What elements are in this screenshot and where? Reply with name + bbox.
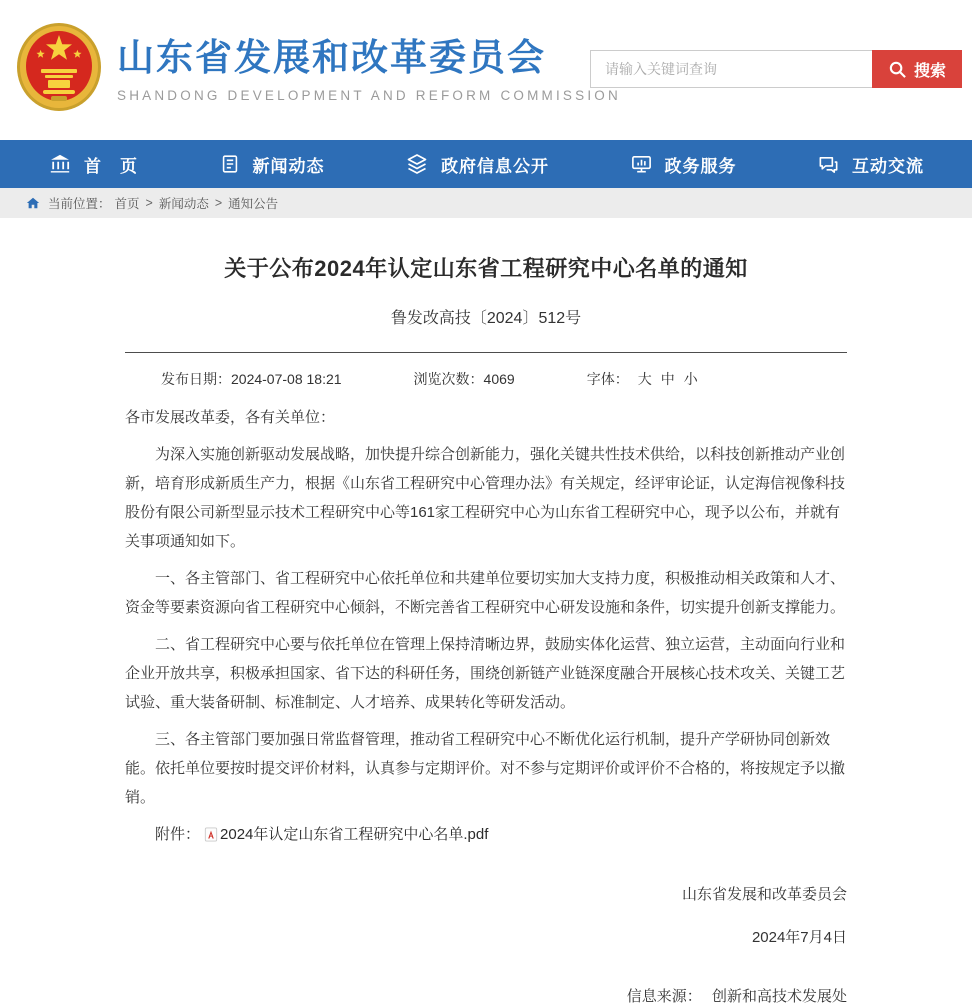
nav-item-gov-info[interactable] (405, 152, 549, 177)
nav-item-interaction[interactable] (817, 152, 924, 177)
search-button[interactable] (872, 50, 962, 88)
nav-label-gov-info: 政府信息公开 (441, 156, 549, 176)
info-source-value: 创新和高技术发展处 (711, 988, 847, 1005)
salutation: 各市发展改革委，各有关单位： (125, 409, 336, 426)
font-size-large-button[interactable]: 大 (637, 371, 652, 387)
font-size-label: 字体： (586, 371, 629, 387)
page-title: 关于公布2024年认定山东省工程研究中心名单的通知 (224, 256, 748, 281)
signature-block (125, 883, 847, 947)
nav-label-home: 首 页 (84, 156, 138, 176)
breadcrumb-separator: > (214, 196, 223, 210)
newspaper-icon (219, 153, 241, 175)
nav-label-news: 新闻动态 (252, 156, 325, 176)
attachment-row (125, 820, 847, 849)
bank-icon (48, 152, 72, 176)
nav-item-services[interactable] (630, 152, 737, 177)
signature-org: 山东省发展和改革委员会 (681, 886, 847, 903)
nav-label-services: 政务服务 (664, 156, 737, 176)
breadcrumb-separator: > (145, 196, 153, 210)
article (125, 252, 847, 1006)
breadcrumb-prefix: 当前位置： (48, 197, 111, 211)
article-meta (125, 369, 847, 389)
search-input[interactable] (590, 50, 872, 88)
chat-icon (817, 153, 840, 176)
font-size-medium-button[interactable]: 中 (660, 371, 675, 387)
paragraph-item-2: 二、省工程研究中心要与依托单位在管理上保持清晰边界，鼓励实体化运营、独立运营，主动面向行业和企业开放共享，积极承担国家、省下达的科研任务，围绕创新链产业链深度融合开展核心技术攻关、关键工艺试验、重大装备研制、标准制定、人才培养、成果转化等研发活动。 (125, 636, 846, 711)
site-subtitle: SHANDONG DEVELOPMENT AND REFORM COMMISSION (117, 87, 621, 103)
breadcrumb-news[interactable]: 新闻动态 (158, 197, 209, 211)
home-icon (26, 196, 40, 210)
document-number: 鲁发改高技〔2024〕512号 (390, 310, 582, 327)
attachment-label: 附件： (155, 826, 201, 843)
attachment-file-name: 2024年认定山东省工程研究中心名单.pdf (220, 826, 489, 843)
views-label: 浏览次数： (413, 371, 484, 387)
article-body (125, 403, 847, 849)
signature-date: 2024年7月4日 (751, 929, 847, 946)
publish-date-label: 发布日期： (161, 371, 231, 387)
search-icon (888, 60, 907, 79)
info-source (125, 985, 847, 1006)
monitor-icon (630, 153, 653, 176)
nav-item-home[interactable] (48, 152, 138, 177)
search-bar (590, 50, 962, 88)
font-size-small-button[interactable]: 小 (683, 371, 698, 387)
pdf-icon (200, 827, 220, 842)
breadcrumb-notices[interactable]: 通知公告 (228, 197, 279, 211)
paragraph-item-1: 一、各主管部门、省工程研究中心依托单位和共建单位要切实加大支持力度，积极推动相关政策和人才、资金等要素资源向省工程研究中心倾斜，不断完善省工程研究中心研发设施和条件，切实提升创新支撑能力。 (125, 570, 846, 616)
nav-label-interaction: 互动交流 (852, 156, 924, 176)
layers-icon (405, 152, 429, 176)
nav-item-news[interactable] (219, 152, 325, 177)
site-title: 山东省发展和改革委员会 (117, 37, 546, 79)
national-emblem-logo (15, 21, 103, 113)
views-value: 4069 (483, 371, 515, 387)
site-header (0, 0, 972, 140)
breadcrumb-home[interactable]: 首页 (114, 197, 140, 211)
publish-date-value: 2024-07-08 18:21 (231, 371, 342, 387)
title-divider (125, 352, 847, 353)
attachment-link[interactable] (200, 820, 488, 849)
main-nav (0, 140, 972, 188)
breadcrumb (0, 188, 972, 218)
info-source-label: 信息来源： (626, 988, 702, 1005)
paragraph-intro: 为深入实施创新驱动发展战略，加快提升综合创新能力，强化关键共性技术供给，以科技创新推动产业创新，培育形成新质生产力，根据《山东省工程研究中心管理办法》有关规定，经评审论证，认定海信视像科技股份有限公司新型显示技术工程研究中心等161家工程研究中心为山东省工程研究中心，现予以公布，并就有关事项通知如下。 (125, 446, 846, 550)
search-button-label: 搜索 (913, 62, 946, 80)
paragraph-item-3: 三、各主管部门要加强日常监督管理，推动省工程研究中心不断优化运行机制，提升产学研协同创新效能。依托单位要按时提交评价材料，认真参与定期评价。对不参与定期评价或评价不合格的，将按规定予以撤销。 (125, 731, 846, 806)
